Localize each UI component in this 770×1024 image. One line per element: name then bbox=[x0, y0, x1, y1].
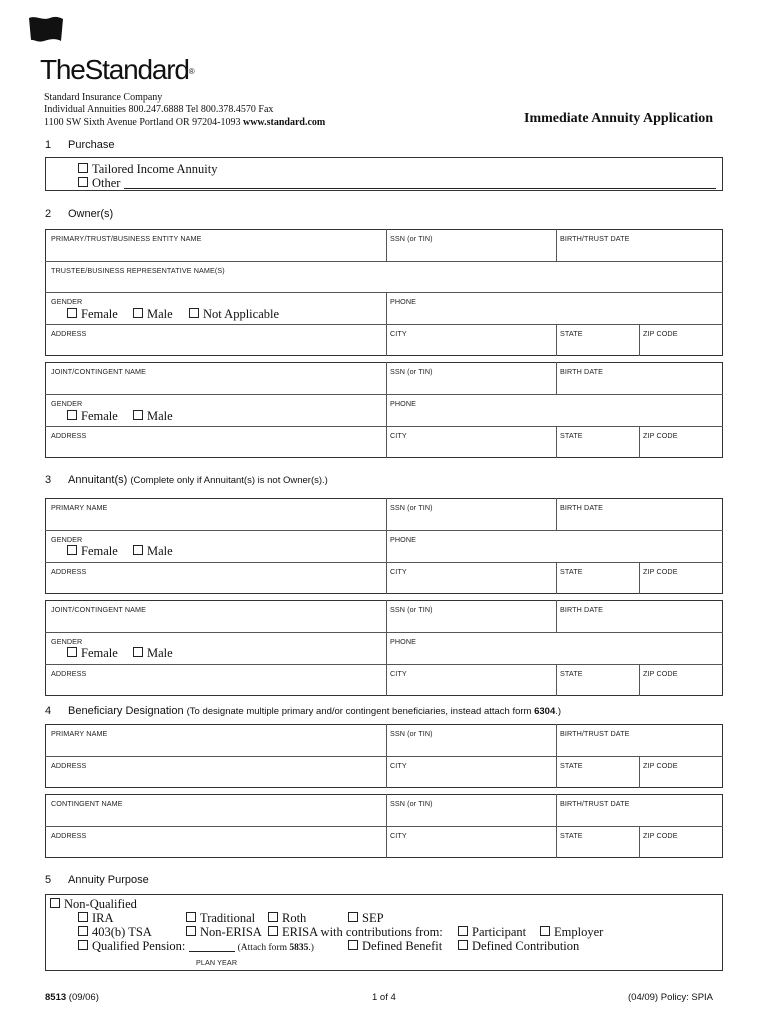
option-403b-tsa[interactable]: 403(b) TSA bbox=[78, 925, 152, 940]
joint-annuitant-gender-female[interactable]: Female bbox=[67, 646, 118, 661]
option-defined-benefit[interactable]: Defined Benefit bbox=[348, 939, 442, 954]
beneficiary-city-field[interactable]: CITY bbox=[390, 761, 407, 770]
tailored-income-checkbox[interactable] bbox=[78, 163, 88, 173]
checkbox-icon[interactable] bbox=[133, 308, 143, 318]
section-4-note: (To designate multiple primary and/or contingent beneficiaries, instead attach form 6304.) bbox=[186, 706, 562, 717]
annuitant-primary-name-field[interactable]: PRIMARY NAME bbox=[51, 503, 108, 512]
checkbox-icon[interactable] bbox=[186, 926, 196, 936]
annuitant-city-field[interactable]: CITY bbox=[390, 567, 407, 576]
owner-gender-male[interactable]: Male bbox=[133, 307, 173, 322]
checkbox-icon[interactable] bbox=[458, 940, 468, 950]
joint-owner-gender-label: GENDER bbox=[51, 399, 83, 408]
option-qualified-pension[interactable]: Qualified Pension: (Attach form 5835.) bbox=[78, 939, 314, 954]
beneficiary-birth-trust-date-field[interactable]: BIRTH/TRUST DATE bbox=[560, 729, 630, 738]
checkbox-icon[interactable] bbox=[67, 647, 77, 657]
company-phone-line: Individual Annuities 800.247.6888 Tel 800.378.4570 Fax bbox=[44, 104, 274, 115]
joint-owner-gender-male[interactable]: Male bbox=[133, 409, 173, 424]
joint-annuitant-name-field[interactable]: JOINT/CONTINGENT NAME bbox=[51, 605, 147, 614]
owner-state-field[interactable]: STATE bbox=[560, 329, 583, 338]
annuitant-address-field[interactable]: ADDRESS bbox=[51, 567, 87, 576]
beneficiary-zip-field[interactable]: ZIP CODE bbox=[643, 761, 678, 770]
form-title: Immediate Annuity Application bbox=[524, 111, 714, 126]
policy-code: (04/09) Policy: SPIA bbox=[628, 992, 714, 1003]
joint-annuitant-phone-field[interactable]: PHONE bbox=[390, 637, 417, 646]
joint-owner-phone-field[interactable]: PHONE bbox=[390, 399, 417, 408]
joint-owner-state-field[interactable]: STATE bbox=[560, 431, 583, 440]
owner-phone-field[interactable]: PHONE bbox=[390, 297, 417, 306]
section-2-number: 2 bbox=[45, 208, 52, 220]
company-website: www.standard.com bbox=[242, 117, 326, 128]
joint-annuitant-ssn-field[interactable]: SSN (or TIN) bbox=[390, 605, 433, 614]
plan-year-field[interactable] bbox=[189, 941, 235, 952]
annuitant-state-field[interactable]: STATE bbox=[560, 567, 583, 576]
company-name: Standard Insurance Company bbox=[44, 92, 163, 103]
owner-gender-female[interactable]: Female bbox=[67, 307, 118, 322]
checkbox-icon[interactable] bbox=[78, 940, 88, 950]
checkbox-icon[interactable] bbox=[133, 545, 143, 555]
checkbox-icon[interactable] bbox=[78, 926, 88, 936]
checkbox-icon[interactable] bbox=[189, 308, 199, 318]
option-ira[interactable]: IRA bbox=[78, 911, 114, 926]
contingent-beneficiary-ssn-field[interactable]: SSN (or TIN) bbox=[390, 799, 433, 808]
form-number: 8513 (09/06) bbox=[45, 992, 99, 1003]
annuitant-birth-date-field[interactable]: BIRTH DATE bbox=[560, 503, 604, 512]
checkbox-icon[interactable] bbox=[67, 410, 77, 420]
owner-gender-label: GENDER bbox=[51, 297, 83, 306]
section-4-title: Beneficiary Designation (To designate multiple primary and/or contingent beneficiaries, instead attach form 6304.) bbox=[68, 705, 562, 717]
joint-annuitant-gender-label: GENDER bbox=[51, 637, 83, 646]
attach-form-note: (Attach form 5835.) bbox=[237, 943, 314, 953]
section-5-title: Annuity Purpose bbox=[68, 874, 149, 886]
checkbox-icon[interactable] bbox=[348, 940, 358, 950]
section-3-number: 3 bbox=[45, 474, 52, 486]
beneficiary-ssn-field[interactable]: SSN (or TIN) bbox=[390, 729, 433, 738]
beneficiary-primary-name-field[interactable]: PRIMARY NAME bbox=[51, 729, 108, 738]
section-1-number: 1 bbox=[45, 139, 52, 151]
checkbox-icon[interactable] bbox=[78, 912, 88, 922]
owner-primary-name-field[interactable]: PRIMARY/TRUST/BUSINESS ENTITY NAME bbox=[51, 234, 202, 243]
other-field[interactable] bbox=[124, 178, 716, 189]
joint-owner-city-field[interactable]: CITY bbox=[390, 431, 407, 440]
checkbox-icon[interactable] bbox=[67, 545, 77, 555]
joint-owner-ssn-field[interactable]: SSN (or TIN) bbox=[390, 367, 433, 376]
annuitant-gender-label: GENDER bbox=[51, 535, 83, 544]
checkbox-icon[interactable] bbox=[348, 912, 358, 922]
owner-gender-na[interactable]: Not Applicable bbox=[189, 307, 279, 322]
section-1-title: Purchase bbox=[68, 139, 115, 151]
option-defined-contribution[interactable]: Defined Contribution bbox=[458, 939, 579, 954]
checkbox-icon[interactable] bbox=[268, 926, 278, 936]
section-4-number: 4 bbox=[45, 705, 52, 717]
contingent-beneficiary-state-field[interactable]: STATE bbox=[560, 831, 583, 840]
owner-address-field[interactable]: ADDRESS bbox=[51, 329, 87, 338]
owner-birth-trust-date-field[interactable]: BIRTH/TRUST DATE bbox=[560, 234, 630, 243]
owner-city-field[interactable]: CITY bbox=[390, 329, 407, 338]
beneficiary-address-field[interactable]: ADDRESS bbox=[51, 761, 87, 770]
option-erisa[interactable]: ERISA with contributions from: bbox=[268, 925, 443, 940]
page-number: 1 of 4 bbox=[372, 992, 396, 1003]
annuitant-ssn-field[interactable]: SSN (or TIN) bbox=[390, 503, 433, 512]
checkbox-icon[interactable] bbox=[67, 308, 77, 318]
annuitant-gender-female[interactable]: Female bbox=[67, 544, 118, 559]
section-3-title: Annuitant(s) (Complete only if Annuitant(s) is not Owner(s).) bbox=[68, 474, 328, 486]
joint-owner-address-field[interactable]: ADDRESS bbox=[51, 431, 87, 440]
contingent-beneficiary-city-field[interactable]: CITY bbox=[390, 831, 407, 840]
checkbox-icon[interactable] bbox=[133, 647, 143, 657]
joint-annuitant-city-field[interactable]: CITY bbox=[390, 669, 407, 678]
other-checkbox[interactable] bbox=[78, 177, 88, 187]
company-logo: TheStandard® bbox=[40, 54, 194, 85]
option-non-erisa[interactable]: Non-ERISA bbox=[186, 925, 262, 940]
contingent-beneficiary-birth-trust-date-field[interactable]: BIRTH/TRUST DATE bbox=[560, 799, 630, 808]
joint-annuitant-birth-date-field[interactable]: BIRTH DATE bbox=[560, 605, 604, 614]
company-address-line: 1100 SW Sixth Avenue Portland OR 97204-1093 www.standard.com bbox=[44, 117, 326, 128]
checkbox-icon[interactable] bbox=[186, 912, 196, 922]
contingent-beneficiary-zip-field[interactable]: ZIP CODE bbox=[643, 831, 678, 840]
contingent-beneficiary-name-field[interactable]: CONTINGENT NAME bbox=[51, 799, 123, 808]
checkbox-icon[interactable] bbox=[458, 926, 468, 936]
checkbox-icon[interactable] bbox=[268, 912, 278, 922]
trustee-name-field[interactable]: TRUSTEE/BUSINESS REPRESENTATIVE NAME(S) bbox=[51, 266, 225, 275]
option-participant[interactable]: Participant bbox=[458, 925, 526, 940]
annuitant-zip-field[interactable]: ZIP CODE bbox=[643, 567, 678, 576]
joint-annuitant-state-field[interactable]: STATE bbox=[560, 669, 583, 678]
option-roth[interactable]: Roth bbox=[268, 911, 306, 926]
joint-annuitant-address-field[interactable]: ADDRESS bbox=[51, 669, 87, 678]
section-5-number: 5 bbox=[45, 874, 52, 886]
option-other[interactable]: Other bbox=[78, 176, 716, 191]
plan-year-label: PLAN YEAR bbox=[196, 958, 238, 967]
option-non-qualified[interactable]: Non-Qualified bbox=[50, 897, 137, 912]
owner-ssn-field[interactable]: SSN (or TIN) bbox=[390, 234, 433, 243]
joint-owner-gender-female[interactable]: Female bbox=[67, 409, 118, 424]
joint-owner-zip-field[interactable]: ZIP CODE bbox=[643, 431, 678, 440]
option-sep[interactable]: SEP bbox=[348, 911, 384, 926]
section-3-note: (Complete only if Annuitant(s) is not Owner(s).) bbox=[130, 475, 328, 486]
checkbox-icon[interactable] bbox=[50, 898, 60, 908]
flag-logo-icon bbox=[28, 16, 64, 42]
checkbox-icon[interactable] bbox=[133, 410, 143, 420]
contingent-beneficiary-address-field[interactable]: ADDRESS bbox=[51, 831, 87, 840]
option-traditional[interactable]: Traditional bbox=[186, 911, 255, 926]
annuitant-gender-male[interactable]: Male bbox=[133, 544, 173, 559]
annuitant-phone-field[interactable]: PHONE bbox=[390, 535, 417, 544]
option-tailored-income[interactable]: Tailored Income Annuity bbox=[78, 162, 217, 177]
beneficiary-state-field[interactable]: STATE bbox=[560, 761, 583, 770]
option-employer[interactable]: Employer bbox=[540, 925, 603, 940]
joint-annuitant-zip-field[interactable]: ZIP CODE bbox=[643, 669, 678, 678]
owner-zip-field[interactable]: ZIP CODE bbox=[643, 329, 678, 338]
checkbox-icon[interactable] bbox=[540, 926, 550, 936]
joint-owner-birth-date-field[interactable]: BIRTH DATE bbox=[560, 367, 604, 376]
section-2-title: Owner(s) bbox=[68, 208, 114, 220]
joint-owner-name-field[interactable]: JOINT/CONTINGENT NAME bbox=[51, 367, 147, 376]
joint-annuitant-gender-male[interactable]: Male bbox=[133, 646, 173, 661]
